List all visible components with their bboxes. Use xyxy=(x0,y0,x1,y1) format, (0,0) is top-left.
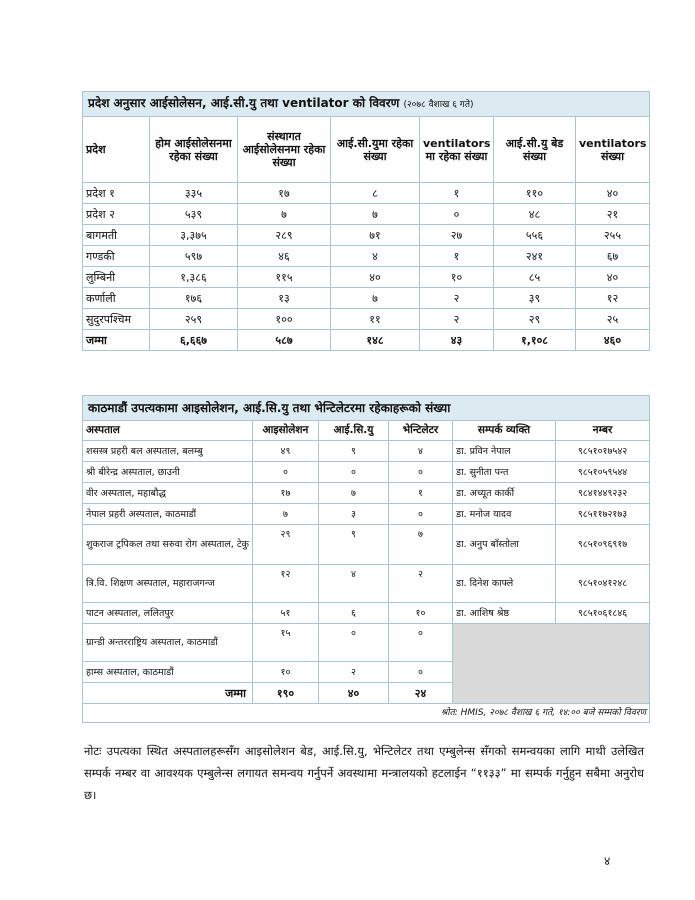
icu-count: २ xyxy=(319,662,389,683)
cell: ३३५ xyxy=(150,183,238,204)
hospital-name: श्री बीरेन्द्र अस्पताल, छाउनी xyxy=(83,462,253,483)
province-name: प्रदेश १ xyxy=(83,183,150,204)
cell: २५ xyxy=(576,309,650,330)
valley-table-title-row xyxy=(83,396,650,421)
total-cell: ६,६६७ xyxy=(150,330,238,351)
cell: १०० xyxy=(238,309,331,330)
cell: ४६ xyxy=(238,246,331,267)
cell: ४० xyxy=(331,267,420,288)
header-icu: आई.सि.यु xyxy=(319,421,389,441)
total-label: जम्मा xyxy=(83,683,253,704)
total-cell: ५८७ xyxy=(238,330,331,351)
ventilator-count: ७ xyxy=(389,525,453,565)
province-name: सुदुरपश्चिम xyxy=(83,309,150,330)
table-row xyxy=(83,441,650,462)
province-name: लुम्बिनी xyxy=(83,267,150,288)
total-cell: १,१०८ xyxy=(494,330,576,351)
cell: १७६ xyxy=(150,288,238,309)
total-icu: ४० xyxy=(319,683,389,704)
cell: ८५ xyxy=(494,267,576,288)
cell: २९ xyxy=(494,309,576,330)
valley-table-title: काठमाडौं उपत्यकामा आइसोलेशन, आई.सि.यु तथा भेन्टिलेटरमा रहेकाहरूको संख्या xyxy=(83,396,650,421)
cell: २ xyxy=(420,309,494,330)
header-in-icu: आई.सी.युमा रहेका संख्या xyxy=(331,117,420,183)
ventilator-count: ० xyxy=(389,624,453,662)
icu-count: ० xyxy=(319,462,389,483)
table-row xyxy=(83,309,650,330)
isolation-count: ७ xyxy=(253,504,319,525)
icu-count: ३ xyxy=(319,504,389,525)
cell: १० xyxy=(420,267,494,288)
total-cell: ४३ xyxy=(420,330,494,351)
cell: ७ xyxy=(331,204,420,225)
ventilator-count: २ xyxy=(389,565,453,603)
ventilator-count: १० xyxy=(389,603,453,624)
total-label: जम्मा xyxy=(83,330,150,351)
header-ventilator: भेन्टिलेटर xyxy=(389,421,453,441)
table-row xyxy=(83,246,650,267)
cell: ३९ xyxy=(494,288,576,309)
total-cell: १४८ xyxy=(331,330,420,351)
contact-person: डा. सुनीता पन्त xyxy=(453,462,556,483)
cell: ४ xyxy=(331,246,420,267)
page-number: ४ xyxy=(604,854,611,868)
phone-number: ९८५१०६१८४६ xyxy=(556,603,650,624)
hospital-name: नेपाल प्रहरी अस्पताल, काठमाडौं xyxy=(83,504,253,525)
province-name: बागमती xyxy=(83,225,150,246)
phone-number: ९८५१०५९५४४ xyxy=(556,462,650,483)
header-province: प्रदेश xyxy=(83,117,150,183)
contact-person: डा. अनुप बाँस्तोला xyxy=(453,525,556,565)
phone-number: ९८४१४४९२३२ xyxy=(556,483,650,504)
ventilator-count: ० xyxy=(389,662,453,683)
table-row xyxy=(83,225,650,246)
cell: १७ xyxy=(238,183,331,204)
hospital-name: ग्रान्डी अन्तरराष्ट्रिय अस्पताल, काठमाडौं xyxy=(83,624,253,662)
cell: २४१ xyxy=(494,246,576,267)
phone-number: ९८५११७२१७३ xyxy=(556,504,650,525)
isolation-count: २९ xyxy=(253,525,319,565)
table-row xyxy=(83,525,650,565)
icu-count: ९ xyxy=(319,525,389,565)
province-total-row xyxy=(83,330,650,351)
cell: ६७ xyxy=(576,246,650,267)
hospital-name: हाम्स अस्पताल, काठमाडौं xyxy=(83,662,253,683)
contact-person: डा. दिनेश काफ्ले xyxy=(453,565,556,603)
source-row xyxy=(83,704,650,723)
cell: ३,३७५ xyxy=(150,225,238,246)
cell: १ xyxy=(420,183,494,204)
cell: ५५६ xyxy=(494,225,576,246)
cell: ७ xyxy=(238,204,331,225)
icu-count: ४ xyxy=(319,565,389,603)
cell: ५९७ xyxy=(150,246,238,267)
cell: ११५ xyxy=(238,267,331,288)
hospital-name: त्रि.वि. शिक्षण अस्पताल, महाराजगन्ज xyxy=(83,565,253,603)
ventilator-count: ० xyxy=(389,504,453,525)
cell: १ xyxy=(420,246,494,267)
province-table-subtitle: (२०७८ वैशाख ६ गते) xyxy=(403,99,474,110)
isolation-count: ५१ xyxy=(253,603,319,624)
table-row xyxy=(83,603,650,624)
hospital-name: शुकराज ट्रपिकल तथा सरुवा रोग अस्पताल, टेकु xyxy=(83,525,253,565)
table-row xyxy=(83,204,650,225)
table-row xyxy=(83,565,650,603)
cell: ४० xyxy=(576,183,650,204)
cell: २५५ xyxy=(576,225,650,246)
table-row xyxy=(83,624,650,662)
header-hospital: अस्पताल xyxy=(83,421,253,441)
header-contact-person: सम्पर्क व्यक्ति xyxy=(453,421,556,441)
cell: १२ xyxy=(576,288,650,309)
hospital-name: शसस्त्र प्रहरी बल अस्पताल, बलम्बु xyxy=(83,441,253,462)
cell: ८ xyxy=(331,183,420,204)
icu-count: ७ xyxy=(319,483,389,504)
phone-number: ९८५१०४१२४८ xyxy=(556,565,650,603)
icu-count: ६ xyxy=(319,603,389,624)
cell: २१ xyxy=(576,204,650,225)
cell: २ xyxy=(420,288,494,309)
table-row xyxy=(83,483,650,504)
province-name: गण्डकी xyxy=(83,246,150,267)
table-row xyxy=(83,504,650,525)
cell: ७ xyxy=(331,288,420,309)
icu-count: ० xyxy=(319,624,389,662)
hospital-name: वीर अस्पताल, महाबौद्ध xyxy=(83,483,253,504)
header-phone: नम्बर xyxy=(556,421,650,441)
contact-person: डा. अच्यूत कार्की xyxy=(453,483,556,504)
province-table xyxy=(82,91,650,351)
table-row xyxy=(83,288,650,309)
icu-count: ९ xyxy=(319,441,389,462)
contact-person: डा. मनोज यादव xyxy=(453,504,556,525)
header-on-ventilator: ventilators मा रहेका संख्या xyxy=(420,117,494,183)
ventilator-count: ४ xyxy=(389,441,453,462)
header-ventilators: ventilators संख्या xyxy=(576,117,650,183)
cell: ५३९ xyxy=(150,204,238,225)
isolation-count: १७ xyxy=(253,483,319,504)
valley-table-header xyxy=(83,421,650,441)
cell: ४० xyxy=(576,267,650,288)
province-table-header xyxy=(83,117,650,183)
hospital-name: पाटन अस्पताल, ललितपुर xyxy=(83,603,253,624)
cell: ११० xyxy=(494,183,576,204)
source-note: श्रोत: HMIS, २०७८ वैशाख ६ गते, १४:०० बजे सम्मको विवरण xyxy=(83,704,650,723)
table-row xyxy=(83,462,650,483)
province-table-title-row xyxy=(83,92,650,117)
footnote: नोटः उपत्यका स्थित अस्पतालहरूसँग आइसोलेशन बेड, आई.सि.यु, भेन्टिलेटर तथा एम्बुलेन्स सँगको समन्वयका लागि माथी उलेखित सम्पर्क नम्बर वा आवश्यक एम्बुलेन्स लगायत समन्वय गर्नुपर्ने अवस्थामा मन्त्रालयको हटलाईन “११३३” मा सम्पर्क गर्नुहुन सबैमा अनुरोध छ। xyxy=(84,744,644,802)
table-row xyxy=(83,267,650,288)
ventilator-count: १ xyxy=(389,483,453,504)
isolation-count: १० xyxy=(253,662,319,683)
cell: १३ xyxy=(238,288,331,309)
total-isolation: १९० xyxy=(253,683,319,704)
cell: २७ xyxy=(420,225,494,246)
contact-person: डा. आशिष श्रेष्ठ xyxy=(453,603,556,624)
province-name: कर्णाली xyxy=(83,288,150,309)
cell: ११ xyxy=(331,309,420,330)
header-isolation: आइसोलेशन xyxy=(253,421,319,441)
isolation-count: ० xyxy=(253,462,319,483)
province-name: प्रदेश २ xyxy=(83,204,150,225)
phone-number: ९८५१०९६९१७ xyxy=(556,525,650,565)
contact-person: डा. प्रविन नेपाल xyxy=(453,441,556,462)
isolation-count: ४९ xyxy=(253,441,319,462)
cell: ४८ xyxy=(494,204,576,225)
empty-contact-area xyxy=(453,624,650,704)
province-table-title: प्रदेश अनुसार आईसोलेसन, आई.सी.यु तथा ventilator को विवरण xyxy=(88,95,400,110)
isolation-count: १२ xyxy=(253,565,319,603)
total-ventilator: २४ xyxy=(389,683,453,704)
total-cell: ४६० xyxy=(576,330,650,351)
cell: १,३८६ xyxy=(150,267,238,288)
cell: ० xyxy=(420,204,494,225)
header-institutional-isolation: संस्थागत आईसोलेसनमा रहेका संख्या xyxy=(238,117,331,183)
table-row xyxy=(83,183,650,204)
valley-hospital-table xyxy=(82,395,650,723)
header-home-isolation: होम आईसोलेसनमा रहेका संख्या xyxy=(150,117,238,183)
cell: ७१ xyxy=(331,225,420,246)
cell: २५९ xyxy=(150,309,238,330)
isolation-count: १५ xyxy=(253,624,319,662)
header-icu-beds: आई.सी.यु बेड संख्या xyxy=(494,117,576,183)
ventilator-count: ० xyxy=(389,462,453,483)
phone-number: ९८५१०१७५४२ xyxy=(556,441,650,462)
cell: २८९ xyxy=(238,225,331,246)
